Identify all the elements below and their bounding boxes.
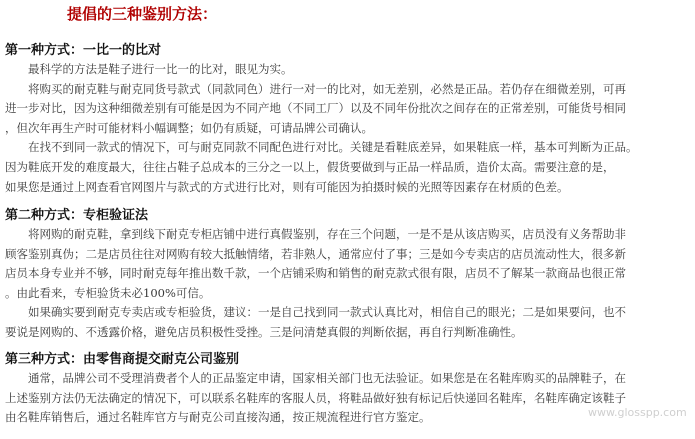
page-title: 提倡的三种鉴别方法： (67, 5, 218, 23)
text-line: 上述鉴别方法仍无法确定的情况下，可以联系名鞋库的客服人员，将鞋品做好独有标记后快递回名鞋库，名鞋库确定该鞋子 (5, 390, 626, 405)
section-body-2 (5, 225, 691, 343)
text-line: 将购买的耐克鞋与耐克同货号款式（同款同色）进行一对一的比对，如无差别，必然是正品。若仍存在细微差别，可再 (5, 81, 626, 96)
text-line: 通常，品牌公司不受理消费者个人的正品鉴定申请，国家相关部门也无法验证。如果您是在名鞋库购买的品牌鞋子，在 (5, 371, 626, 385)
text-line: 由名鞋库销售后，通过名鞋库官方与耐克公司直接沟通，按正规流程进行官方鉴定。 (5, 410, 431, 425)
section-heading-3: 第三种方式：由零售商提交耐克公司鉴别 (5, 352, 240, 367)
text-line: 如果您是通过上网查看官网图片与款式的方式进行比对，则有可能因为拍摄时候的光照等因素存在材质的色差。 (5, 179, 569, 194)
text-line: 最科学的方法是鞋子进行一比一的比对，眼见为实。 (5, 62, 293, 76)
section-heading-2: 第二种方式：专柜验证法 (5, 208, 149, 223)
text-line: 顾客鉴别真伪；二是店员往往对网购有较大抵触情绪，若非熟人，通常应付了事；三是如今专卖店的店员流动性大，很多新 (5, 246, 626, 261)
text-line: 在找不到同一款式的情况下，可与耐克同款不同配色进行对比。关键是看鞋底差异，如果鞋底一样，基本可判断为正品。 (5, 140, 638, 155)
text-line: 进一步对比，因为这种细微差别有可能是因为不同产地（不同工厂）以及不同年份批次之间存在的正常差别，可能货号相同 (5, 101, 626, 116)
text-line: 如果确实要到耐克专卖店或专柜验货，建议：一是自己找到同一款式认真比对，相信自己的眼光；二是如果要问，也不 (5, 305, 626, 320)
site-watermark: www.glosspp.com (588, 406, 687, 419)
section-body-1 (5, 60, 691, 197)
text-line: ，但次年再生产时可能材料小幅调整；如仍有质疑，可请品牌公司确认。 (5, 120, 373, 135)
text-line: 。由此看来，专柜验货未必100%可信。 (5, 285, 211, 300)
text-line: 因为鞋底开发的难度最大，往往占鞋子总成本的三分之一以上，假货要做到与正品一样品质，造价太高。需要注意的是， (5, 159, 615, 174)
section-heading-1: 第一种方式：一比一的比对 (5, 43, 162, 58)
text-line: 店员本身专业并不够，同时耐克每年推出数千款，一个店铺采购和销售的耐克款式很有限，店员不了解某一款商品也很正常 (5, 266, 626, 281)
text-line: 要说是网购的、不透露价格，避免店员积极性受挫。三是问清楚真假的判断依据，再自行判断准确性。 (5, 324, 523, 339)
text-line: 将网购的耐克鞋，拿到线下耐克专柜店铺中进行真假鉴别，存在三个问题，一是不是从该店购买，店员没有义务帮助非 (5, 227, 626, 241)
